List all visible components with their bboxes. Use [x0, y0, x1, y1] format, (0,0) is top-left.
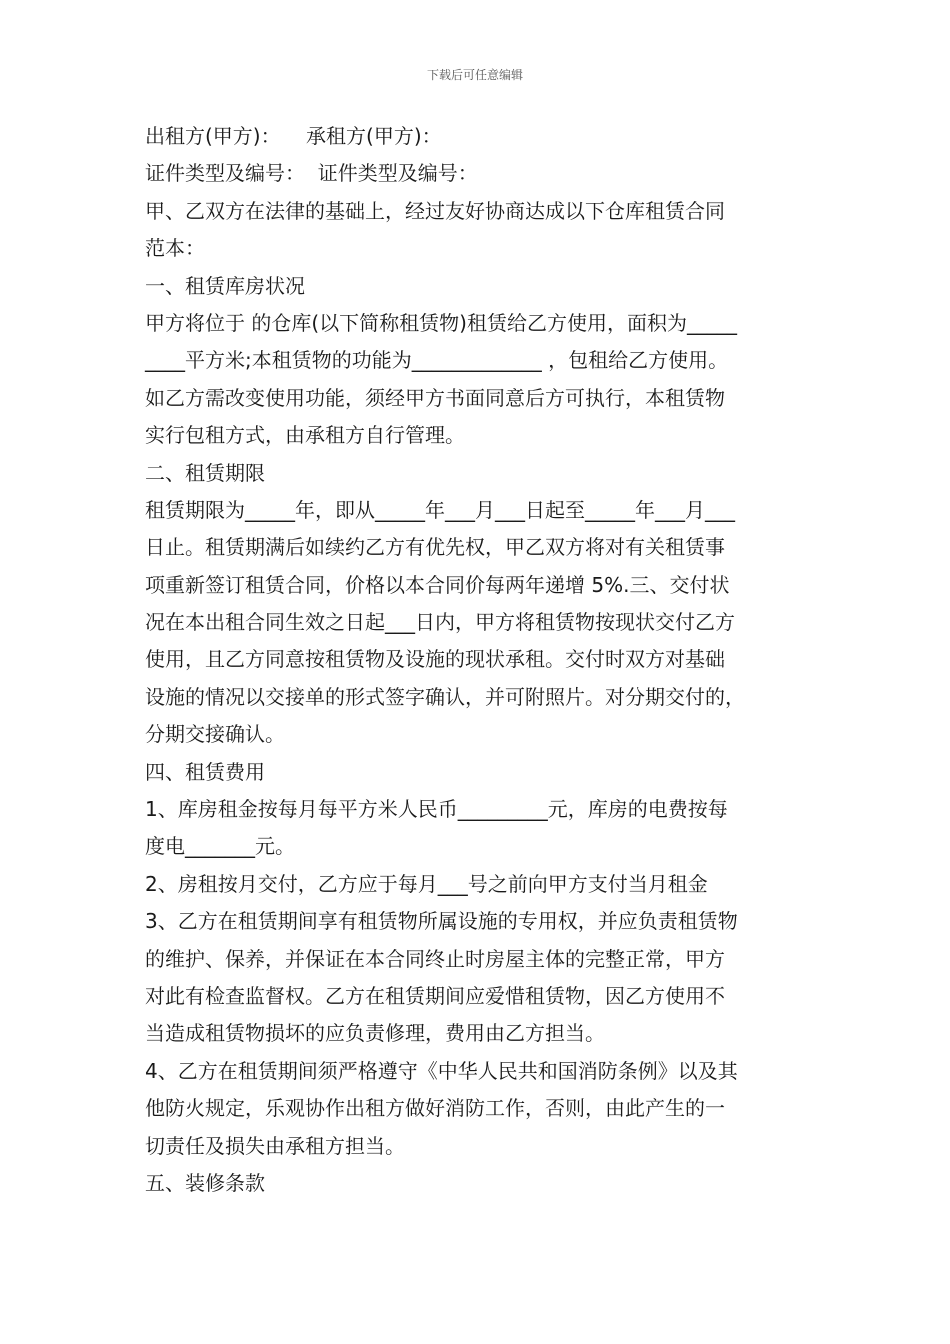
paragraph-line: 如乙方需改变使用功能，须经甲方书面同意后方可执行，本租赁物 [145, 385, 725, 410]
section-heading-4: 四、租赁费用 [145, 759, 265, 784]
paragraph-line: 实行包租方式，由承租方自行管理。 [145, 423, 465, 448]
paragraph-line: 甲、乙双方在法律的基础上，经过友好协商达成以下仓库租赁合同 [145, 198, 725, 223]
clause-line: 3、乙方在租赁期间享有租赁物所属设施的专用权，并应负责租赁物 [145, 909, 738, 934]
section-heading-5: 五、装修条款 [145, 1170, 265, 1195]
document-body [145, 118, 821, 1202]
clause-line: 他防火规定，乐观协作出租方做好消防工作，否则，由此产生的一 [145, 1096, 725, 1121]
clause-line: 4、乙方在租赁期间须严格遵守《中华人民共和国消防条例》以及其 [145, 1058, 738, 1083]
paragraph-line: 范本： [145, 236, 205, 261]
clause-line: 当造成租赁物损坏的应负责修理，费用由乙方担当。 [145, 1021, 605, 1046]
paragraph-line: 甲方将位于 的仓库(以下简称租赁物)租赁给乙方使用，面积为_____ [145, 310, 737, 335]
lessor-lessee-line: 出租方(甲方)： 承租方(甲方)： [145, 124, 442, 148]
page-header-watermark: 下载后可任意编辑 [426, 68, 523, 82]
section-heading-1: 一、租赁库房状况 [145, 273, 305, 298]
section-heading-2: 二、租赁期限 [145, 460, 265, 485]
clause-line: 1、库房租金按每月每平方米人民币_________元，库房的电费按每 [145, 797, 728, 822]
paragraph-line: 分期交接确认。 [145, 722, 285, 747]
clause-line: 切责任及损失由承租方担当。 [145, 1133, 405, 1158]
clause-line: 2、房租按月交付，乙方应于每月___号之前向甲方支付当月租金 [145, 871, 708, 896]
paragraph-line: 租赁期限为_____年，即从_____年___月___日起至_____年___月___ [145, 497, 735, 522]
clause-line: 对此有检查监督权。乙方在租赁期间应爱惜租赁物，因乙方使用不 [145, 983, 725, 1008]
paragraph-line: 设施的情况以交接单的形式签字确认，并可附照片。对分期交付的， [145, 684, 745, 709]
id-type-line: 证件类型及编号： 证件类型及编号： [145, 161, 478, 186]
paragraph-line: 使用，且乙方同意按租赁物及设施的现状承租。交付时双方对基础 [145, 647, 725, 672]
paragraph-line: 日止。租赁期满后如续约乙方有优先权，甲乙双方将对有关租赁事 [145, 535, 725, 560]
clause-line: 的维护、保养，并保证在本合同终止时房屋主体的完整正常，甲方 [145, 946, 725, 971]
paragraph-line: 况在本出租合同生效之日起___日内，甲方将租赁物按现状交付乙方 [145, 610, 735, 635]
clause-line: 度电_______元。 [145, 834, 295, 859]
paragraph-line: ____平方米;本租赁物的功能为_____________ ，包租给乙方使用。 [145, 348, 729, 373]
paragraph-line: 项重新签订租赁合同，价格以本合同价每两年递增 5%.三、交付状 [145, 572, 730, 597]
